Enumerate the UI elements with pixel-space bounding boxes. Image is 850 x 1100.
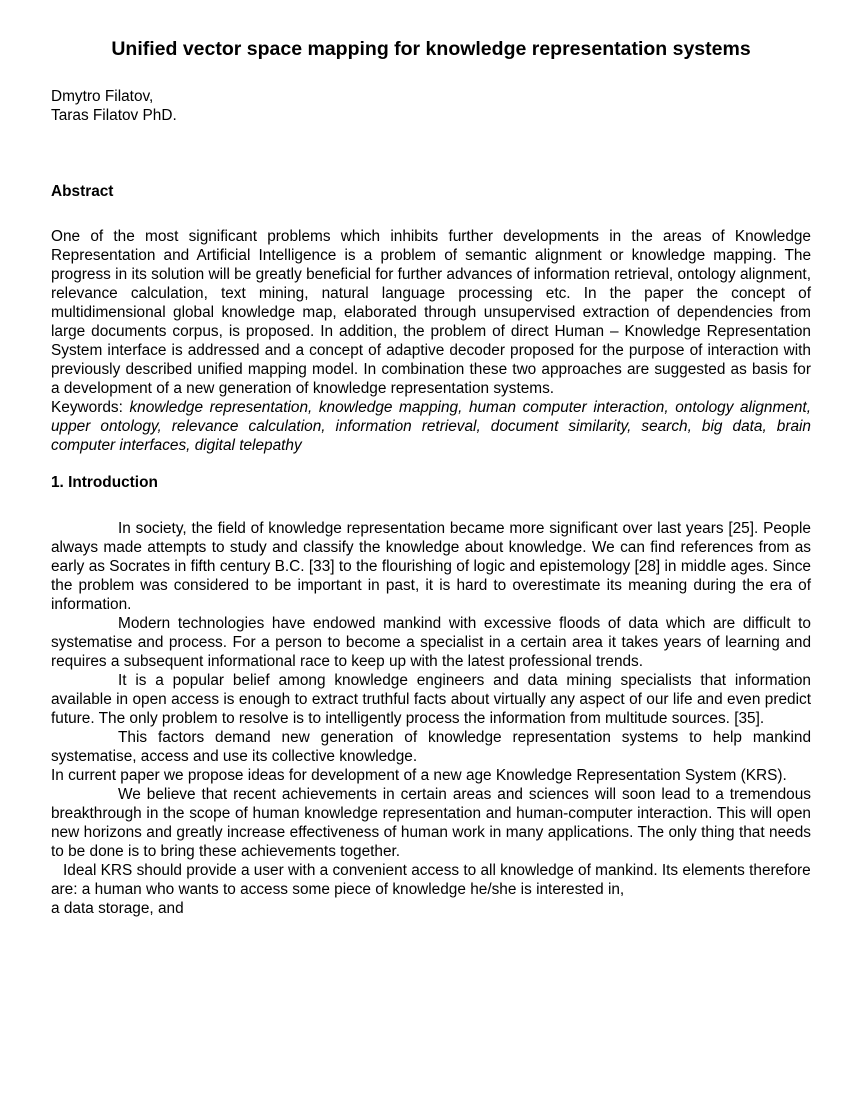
intro-paragraph: In society, the field of knowledge representation became more significant over last years [25]. People always made attempts to study and classify the knowledge about knowledge. We can find references from as early as Socrates in fifth century B.C. [33] to the flourishing of logic and epistemology [28] in middle ages. Since the problem was considered to be important in past, it is hard to overestimate its meaning during the era of information. (51, 520, 811, 613)
abstract-heading: Abstract (51, 183, 114, 200)
abstract-body: One of the most significant problems which inhibits further developments in the areas of Knowledge Representation and Artificial Intelligence is a problem of semantic alignment or knowledge mapping. The progress in its solution will be greatly beneficial for further advances of information retrieval, ontology alignment, relevance calculation, text mining, natural language processing etc. In the paper the concept of multidimensional global knowledge map, elaborated through unsupervised extraction of dependencies from large documents corpus, is proposed. In addition, the problem of direct Human – Knowledge Representation System interface is addressed and a concept of adaptive decoder proposed for the purpose of interaction with previously described unified mapping model. In combination these two approaches are suggested as basis for a development of a new generation of knowledge representation systems. (51, 228, 811, 397)
intro-paragraph: Ideal KRS should provide a user with a convenient access to all knowledge of mankind. Its elements therefore are: a human who wants to access some piece of knowledge he/she is interested in, (51, 862, 811, 898)
intro-paragraph: a data storage, and (51, 900, 184, 917)
author-name: Taras Filatov PhD. (51, 107, 177, 124)
intro-paragraph: This factors demand new generation of knowledge representation systems to help mankind systematise, access and use its collective knowledge. (51, 729, 811, 765)
paper-title: Unified vector space mapping for knowledge representation systems (111, 38, 751, 60)
author-list (51, 87, 811, 125)
keywords-list: knowledge representation, knowledge mapping, human computer interaction, ontology alignment, upper ontology, relevance calculation, information retrieval, document similarity, search, big data, brain computer interfaces, digital telepathy (51, 399, 811, 454)
keywords-line (51, 398, 811, 455)
intro-paragraph: It is a popular belief among knowledge engineers and data mining specialists that information available in open access is enough to extract truthful facts about virtually any aspect of our life and even predict future. The only problem to resolve is to intelligently process the information from multitude sources. [35]. (51, 672, 811, 727)
paper-page (51, 37, 811, 918)
intro-paragraph: In current paper we propose ideas for development of a new age Knowledge Representation System (KRS). (51, 767, 787, 784)
introduction-heading: 1. Introduction (51, 474, 158, 491)
intro-paragraph: Modern technologies have endowed mankind with excessive floods of data which are difficult to systematise and process. For a person to become a specialist in a certain area it takes years of learning and requires a subsequent informational race to keep up with the latest professional trends. (51, 615, 811, 670)
author-name: Dmytro Filatov, (51, 88, 154, 105)
keywords-label: Keywords: (51, 399, 130, 416)
intro-paragraph: We believe that recent achievements in certain areas and sciences will soon lead to a tremendous breakthrough in the scope of human knowledge representation and human-computer interaction. This will open new horizons and greatly increase effectiveness of human work in many applications. The only thing that needs to be done is to bring these achievements together. (51, 786, 811, 860)
